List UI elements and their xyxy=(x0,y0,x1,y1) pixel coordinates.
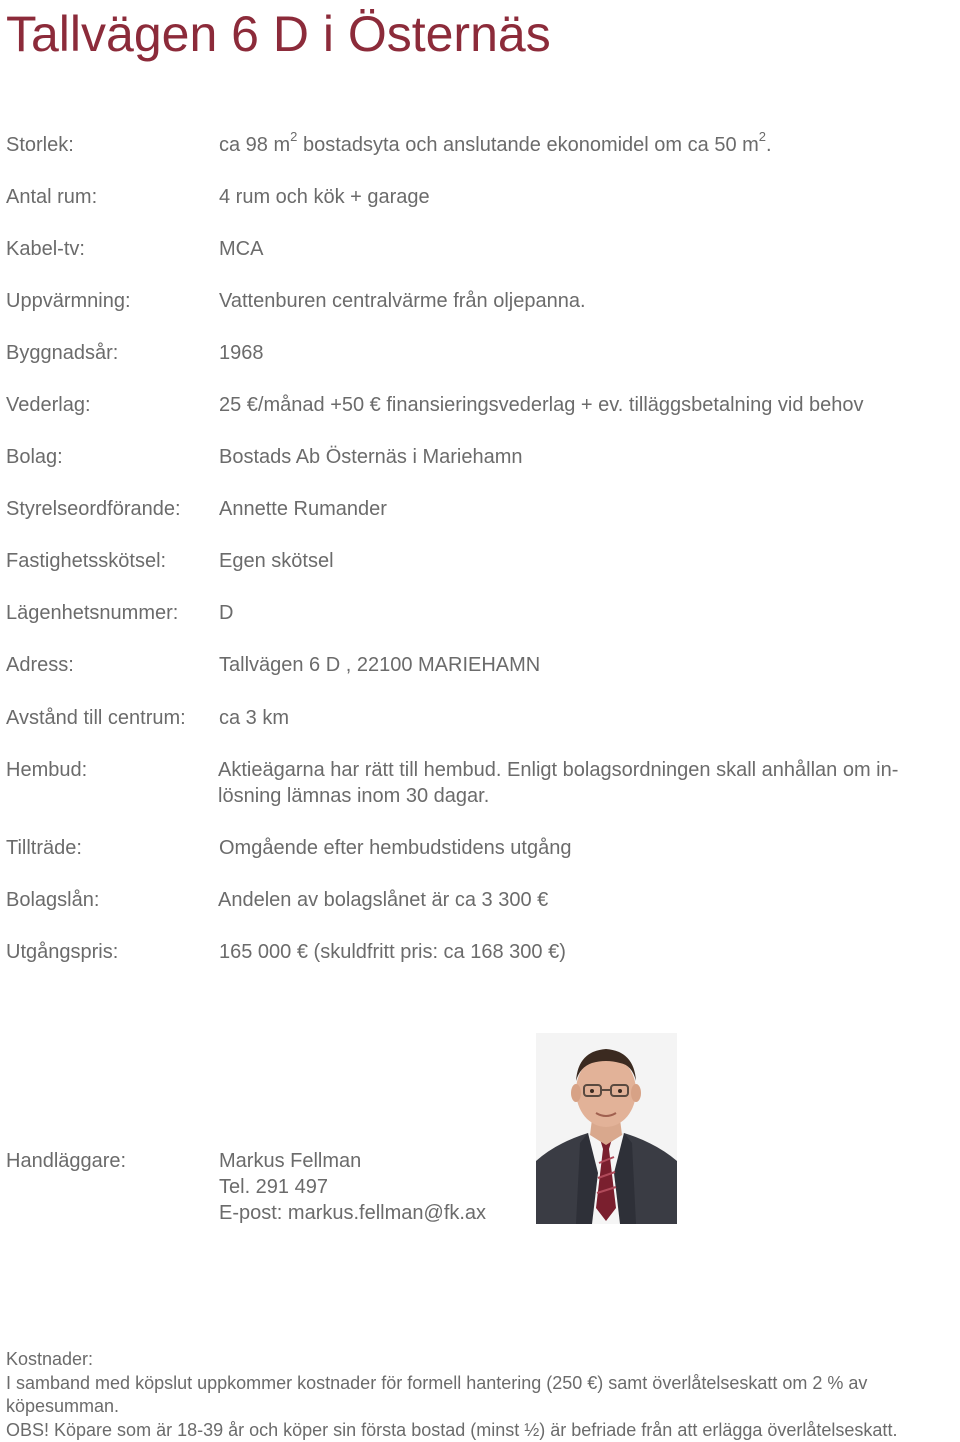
costs-heading: Kostnader: xyxy=(6,1349,94,1369)
value-bolagslan: Andelen av bolagslånet är ca 3 300 € xyxy=(218,889,549,911)
label-tilltrade: Tillträde: xyxy=(6,837,82,859)
label-byggnadsar: Byggnadsår: xyxy=(6,342,119,364)
value-fastighetsskotsel: Egen skötsel xyxy=(219,550,334,572)
value-storlek xyxy=(219,129,772,158)
costs-section xyxy=(6,1348,956,1442)
label-handlaggare: Handläggare: xyxy=(6,1150,127,1172)
label-bolag: Bolag: xyxy=(6,446,63,468)
value-avstand: ca 3 km xyxy=(219,707,290,729)
label-styrelseordforande: Styrelseordförande: xyxy=(6,498,181,520)
value-lagenhetsnummer: D xyxy=(219,602,234,624)
agent-email[interactable]: E-post: markus.fellman@fk.ax xyxy=(219,1202,487,1224)
value-hembud xyxy=(218,757,898,809)
value-uppvarmning: Vattenburen centralvärme från oljepanna. xyxy=(219,290,586,312)
value-byggnadsar: 1968 xyxy=(219,342,264,364)
storlek-text-3: . xyxy=(766,134,772,156)
agent-phone: Tel. 291 497 xyxy=(219,1176,328,1198)
storlek-text-2: bostadsyta och anslutande ekonomidel om ca 50 m xyxy=(297,134,759,156)
value-utgangspris: 165 000 € (skuldfritt pris: ca 168 300 €) xyxy=(219,941,566,963)
storlek-sup-2: 2 xyxy=(758,129,767,145)
label-utgangspris: Utgångspris: xyxy=(6,941,119,963)
value-handlaggare xyxy=(219,1148,486,1226)
storlek-sup-1: 2 xyxy=(290,129,298,145)
label-lagenhetsnummer: Lägenhetsnummer: xyxy=(6,602,179,624)
value-bolag: Bostads Ab Östernäs i Mariehamn xyxy=(219,446,523,468)
page-title: Tallvägen 6 D i Östernäs xyxy=(6,6,551,62)
value-vederlag: 25 €/månad +50 € finansieringsvederlag + ev. tilläggsbetalning vid behov xyxy=(219,394,864,416)
label-bolagslan: Bolagslån: xyxy=(6,889,100,911)
agent-photo xyxy=(536,1033,677,1224)
hembud-line-1: Aktieägarna har rätt till hembud. Enligt bolagsordningen skall anhållan om in- xyxy=(218,759,899,781)
value-tilltrade: Omgående efter hembudstidens utgång xyxy=(219,837,572,859)
label-kabel-tv: Kabel-tv: xyxy=(6,238,85,260)
label-fastighetsskotsel: Fastighetsskötsel: xyxy=(6,550,167,572)
costs-line-1: I samband med köpslut uppkommer kostnader för formell hantering (250 €) samt överlåtelseskatt om 2 % av xyxy=(6,1372,868,1393)
hembud-line-2: lösning lämnas inom 30 dagar. xyxy=(218,785,490,807)
storlek-text-1: ca 98 m xyxy=(219,134,291,156)
value-kabel-tv: MCA xyxy=(219,238,264,260)
value-antal-rum: 4 rum och kök + garage xyxy=(219,186,430,208)
label-avstand: Avstånd till centrum: xyxy=(6,707,186,729)
value-adress: Tallvägen 6 D , 22100 MARIEHAMN xyxy=(219,654,541,676)
label-adress: Adress: xyxy=(6,654,74,676)
costs-line-2: köpesumman. xyxy=(6,1396,120,1416)
label-storlek: Storlek: xyxy=(6,134,74,156)
label-hembud: Hembud: xyxy=(6,759,88,781)
costs-line-3: OBS! Köpare som är 18-39 år och köper sin första bostad (minst ½) är befriade från att erlägga överlåtelseskatt. xyxy=(6,1419,898,1440)
value-styrelseordforande: Annette Rumander xyxy=(219,498,387,520)
label-antal-rum: Antal rum: xyxy=(6,186,98,208)
label-vederlag: Vederlag: xyxy=(6,394,91,416)
agent-name: Markus Fellman xyxy=(219,1150,362,1172)
label-uppvarmning: Uppvärmning: xyxy=(6,290,131,312)
